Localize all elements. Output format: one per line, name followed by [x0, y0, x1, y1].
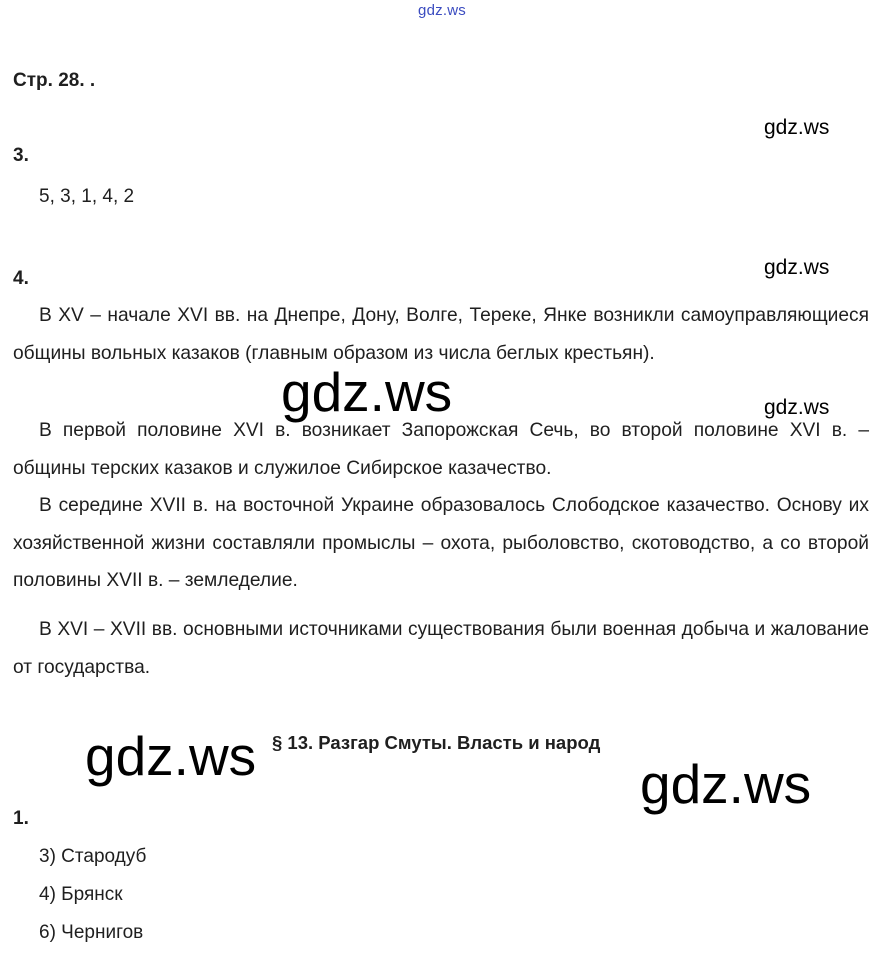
watermark-small-2: gdz.ws — [764, 256, 830, 279]
list-item: 6) Чернигов — [39, 922, 144, 943]
watermark-large-1: gdz.ws — [281, 361, 453, 423]
task-3-answer: 5, 3, 1, 4, 2 — [39, 186, 135, 207]
task-3-number: 3. — [13, 145, 29, 166]
task-4-paragraph-4: В XVI – XVII вв. основными источниками существования были военная добыча и жалование от государства. — [13, 619, 869, 678]
list-item: 4) Брянск — [39, 884, 123, 905]
section-title: § 13. Разгар Смуты. Власть и народ — [272, 732, 601, 753]
task-4-paragraph-1: В XV – начале XVI вв. на Днепре, Дону, Волге, Тереке, Янке возникли самоуправляющиеся общины вольных казаков (главным образом из числа беглых крестьян). — [13, 305, 869, 364]
task-4-paragraph-2: В первой половине XVI в. возникает Запорожская Сечь, во второй половине XVI в. – общины терских казаков и служилое Сибирское казачество. — [13, 420, 869, 479]
task-4-paragraph-3: В середине XVII в. на восточной Украине образовалось Слободское казачество. Основу их хозяйственной жизни составляли промыслы – охота, рыболовство, скотоводство, а со второй половины XVII в. – земледелие. — [13, 495, 869, 591]
task-1-number: 1. — [13, 808, 29, 829]
list-item: 3) Стародуб — [39, 846, 147, 867]
watermark-large-2: gdz.ws — [85, 725, 257, 787]
watermark-small-3: gdz.ws — [764, 396, 830, 419]
watermark-small-1: gdz.ws — [764, 116, 830, 139]
page-reference: Стр. 28. . — [13, 70, 96, 91]
top-watermark: gdz.ws — [418, 2, 466, 19]
watermark-large-3: gdz.ws — [640, 753, 812, 815]
task-4-number: 4. — [13, 268, 29, 289]
